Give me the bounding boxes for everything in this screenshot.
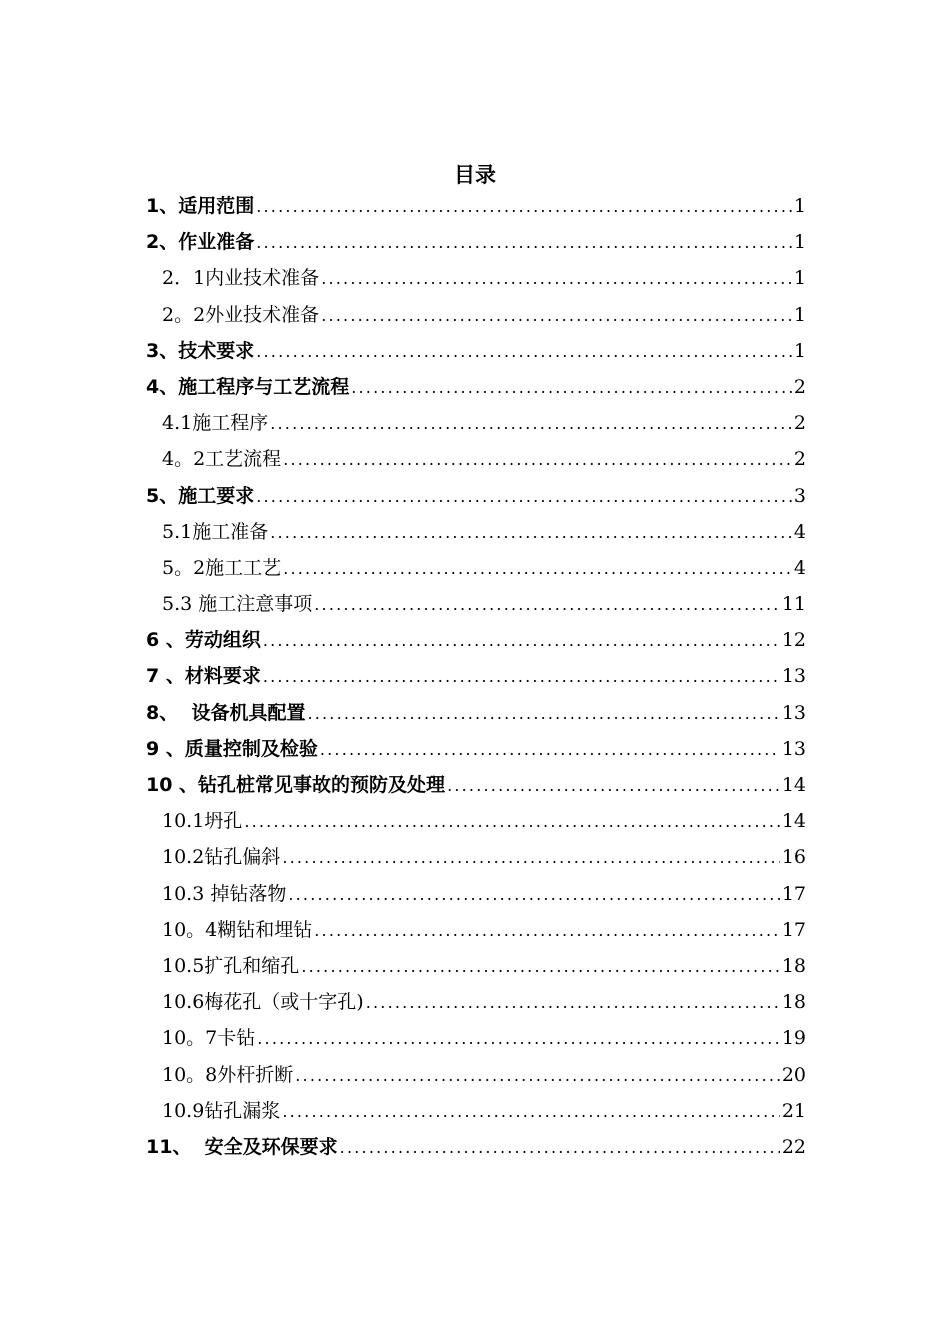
dot-leader: [270, 406, 792, 441]
toc-entry-2[interactable]: [146, 224, 806, 260]
toc-entry-page: 11: [781, 593, 806, 616]
toc-entry-label: 8、 设备机具配置: [146, 701, 306, 724]
toc-entry-9[interactable]: [146, 731, 806, 767]
toc-entry-4-2[interactable]: [146, 441, 806, 477]
toc-entry-label: 10.5扩孔和缩孔: [162, 954, 300, 977]
toc-entry-label: 6 、劳动组织: [146, 629, 261, 652]
toc-entry-label: 5.3 施工注意事项: [162, 593, 313, 616]
toc-entry-label: 10.9钻孔漏浆: [162, 1099, 281, 1122]
dot-leader: [321, 261, 792, 296]
dot-leader: [351, 370, 792, 405]
dot-leader: [282, 840, 780, 875]
toc-entry-page: 13: [781, 665, 806, 688]
toc-title: 目录: [454, 163, 496, 187]
toc-entry-label: 1、适用范围: [146, 195, 255, 217]
toc-entry-label: 5、施工要求: [146, 484, 255, 507]
toc-entry-1[interactable]: [146, 188, 806, 224]
toc-entry-10-7[interactable]: [146, 1020, 806, 1056]
toc-entry-page: 20: [781, 1063, 806, 1086]
toc-entry-2-1[interactable]: [146, 260, 806, 296]
toc-entry-label: 4.1施工程序: [162, 412, 269, 435]
toc-entry-10[interactable]: [146, 767, 806, 803]
dot-leader: [321, 298, 792, 333]
toc-entry-page: 19: [781, 1027, 806, 1050]
toc-entry-page: 18: [781, 954, 806, 977]
dot-leader: [301, 949, 780, 984]
toc-entry-10-1[interactable]: [146, 803, 806, 839]
toc-entry-page: 1: [793, 231, 806, 254]
toc-entry-10-4[interactable]: [146, 912, 806, 948]
dot-leader: [320, 732, 780, 767]
toc-entry-11[interactable]: [146, 1129, 806, 1165]
dot-leader: [366, 985, 780, 1020]
toc-entry-page: 13: [781, 737, 806, 760]
toc-entry-label: 5.1施工准备: [162, 520, 269, 543]
toc-entry-page: 2: [793, 375, 806, 398]
toc-entry-10-2[interactable]: [146, 839, 806, 875]
toc-entry-page: 22: [781, 1135, 806, 1158]
toc-entry-label: 10 、钻孔桩常见事故的预防及处理: [146, 774, 446, 796]
toc-entry-4-1[interactable]: [146, 405, 806, 441]
toc-entry-label: 4。2工艺流程: [162, 448, 282, 471]
toc-entry-label: 10.6梅花孔（或十字孔): [162, 991, 364, 1014]
toc-entry-label: 11、 安全及环保要求: [146, 1135, 338, 1158]
toc-entry-label: 2、作业准备: [146, 231, 255, 254]
toc-entry-page: 17: [781, 882, 806, 905]
toc-entry-label: 10。8外杆折断: [162, 1063, 294, 1086]
toc-entry-10-5[interactable]: [146, 948, 806, 984]
toc-entry-10-9[interactable]: [146, 1093, 806, 1129]
toc-entry-page: 16: [781, 846, 806, 869]
toc-entry-10-8[interactable]: [146, 1057, 806, 1093]
toc-entry-8[interactable]: [146, 695, 806, 731]
dot-leader: [263, 659, 780, 694]
toc-entry-label: 10.3 掉钻落物: [162, 882, 287, 905]
dot-leader: [283, 442, 792, 477]
toc-entry-label: 10。4糊钻和埋钻: [162, 918, 313, 941]
dot-leader: [256, 189, 792, 224]
toc-entry-label: 10.1坍孔: [162, 810, 243, 833]
toc-entry-page: 17: [781, 918, 806, 941]
toc-entry-page: 14: [781, 774, 806, 796]
dot-leader: [256, 225, 792, 260]
toc-entry-label: 10。7卡钻: [162, 1027, 256, 1050]
toc-entry-10-3[interactable]: [146, 876, 806, 912]
dot-leader: [283, 551, 792, 586]
toc-entry-page: 18: [781, 991, 806, 1014]
toc-entry-page: 4: [793, 520, 806, 543]
toc-entry-page: 2: [793, 412, 806, 435]
dot-leader: [282, 1094, 780, 1129]
dot-leader: [270, 515, 792, 550]
toc-entry-label: 4、施工程序与工艺流程: [146, 375, 350, 398]
dot-leader: [263, 623, 780, 658]
toc-entry-5-2[interactable]: [146, 550, 806, 586]
toc-entry-page: 4: [793, 556, 806, 579]
toc-entry-page: 13: [781, 701, 806, 724]
toc-entry-5[interactable]: [146, 478, 806, 514]
dot-leader: [288, 877, 779, 912]
dot-leader: [314, 913, 780, 948]
toc-entry-5-1[interactable]: [146, 514, 806, 550]
toc-entry-label: 2。2外业技术准备: [162, 303, 320, 326]
toc-entry-label: 5。2施工工艺: [162, 556, 282, 579]
dot-leader: [340, 1130, 780, 1165]
toc-entry-page: 21: [781, 1099, 806, 1122]
dot-leader: [257, 1021, 780, 1056]
toc-entry-7[interactable]: [146, 658, 806, 694]
toc-entry-4[interactable]: [146, 369, 806, 405]
dot-leader: [314, 587, 780, 622]
dot-leader: [295, 1058, 780, 1093]
toc-entry-page: 14: [781, 810, 806, 833]
dot-leader: [307, 696, 779, 731]
toc-entry-label: 7 、材料要求: [146, 665, 261, 688]
dot-leader: [244, 804, 780, 839]
toc-entry-label: 10.2钻孔偏斜: [162, 846, 281, 869]
dot-leader: [447, 768, 780, 803]
toc-entry-6[interactable]: [146, 622, 806, 658]
toc-entry-page: 1: [793, 195, 806, 217]
toc-entry-page: 1: [793, 339, 806, 362]
toc-entry-page: 3: [793, 484, 806, 507]
toc-entry-label: 2．1内业技术准备: [162, 267, 320, 290]
toc-entry-10-6[interactable]: [146, 984, 806, 1020]
toc-entry-page: 1: [793, 303, 806, 326]
toc-entry-page: 2: [793, 448, 806, 471]
toc-entry-page: 1: [793, 267, 806, 290]
toc-entry-2-2[interactable]: [146, 297, 806, 333]
dot-leader: [256, 334, 792, 369]
table-of-contents: [146, 188, 806, 1165]
toc-entry-label: 9 、质量控制及检验: [146, 737, 318, 760]
toc-entry-label: 3、技术要求: [146, 339, 255, 362]
toc-entry-5-3[interactable]: [146, 586, 806, 622]
toc-entry-3[interactable]: [146, 333, 806, 369]
dot-leader: [256, 479, 792, 514]
toc-entry-page: 12: [781, 629, 806, 652]
